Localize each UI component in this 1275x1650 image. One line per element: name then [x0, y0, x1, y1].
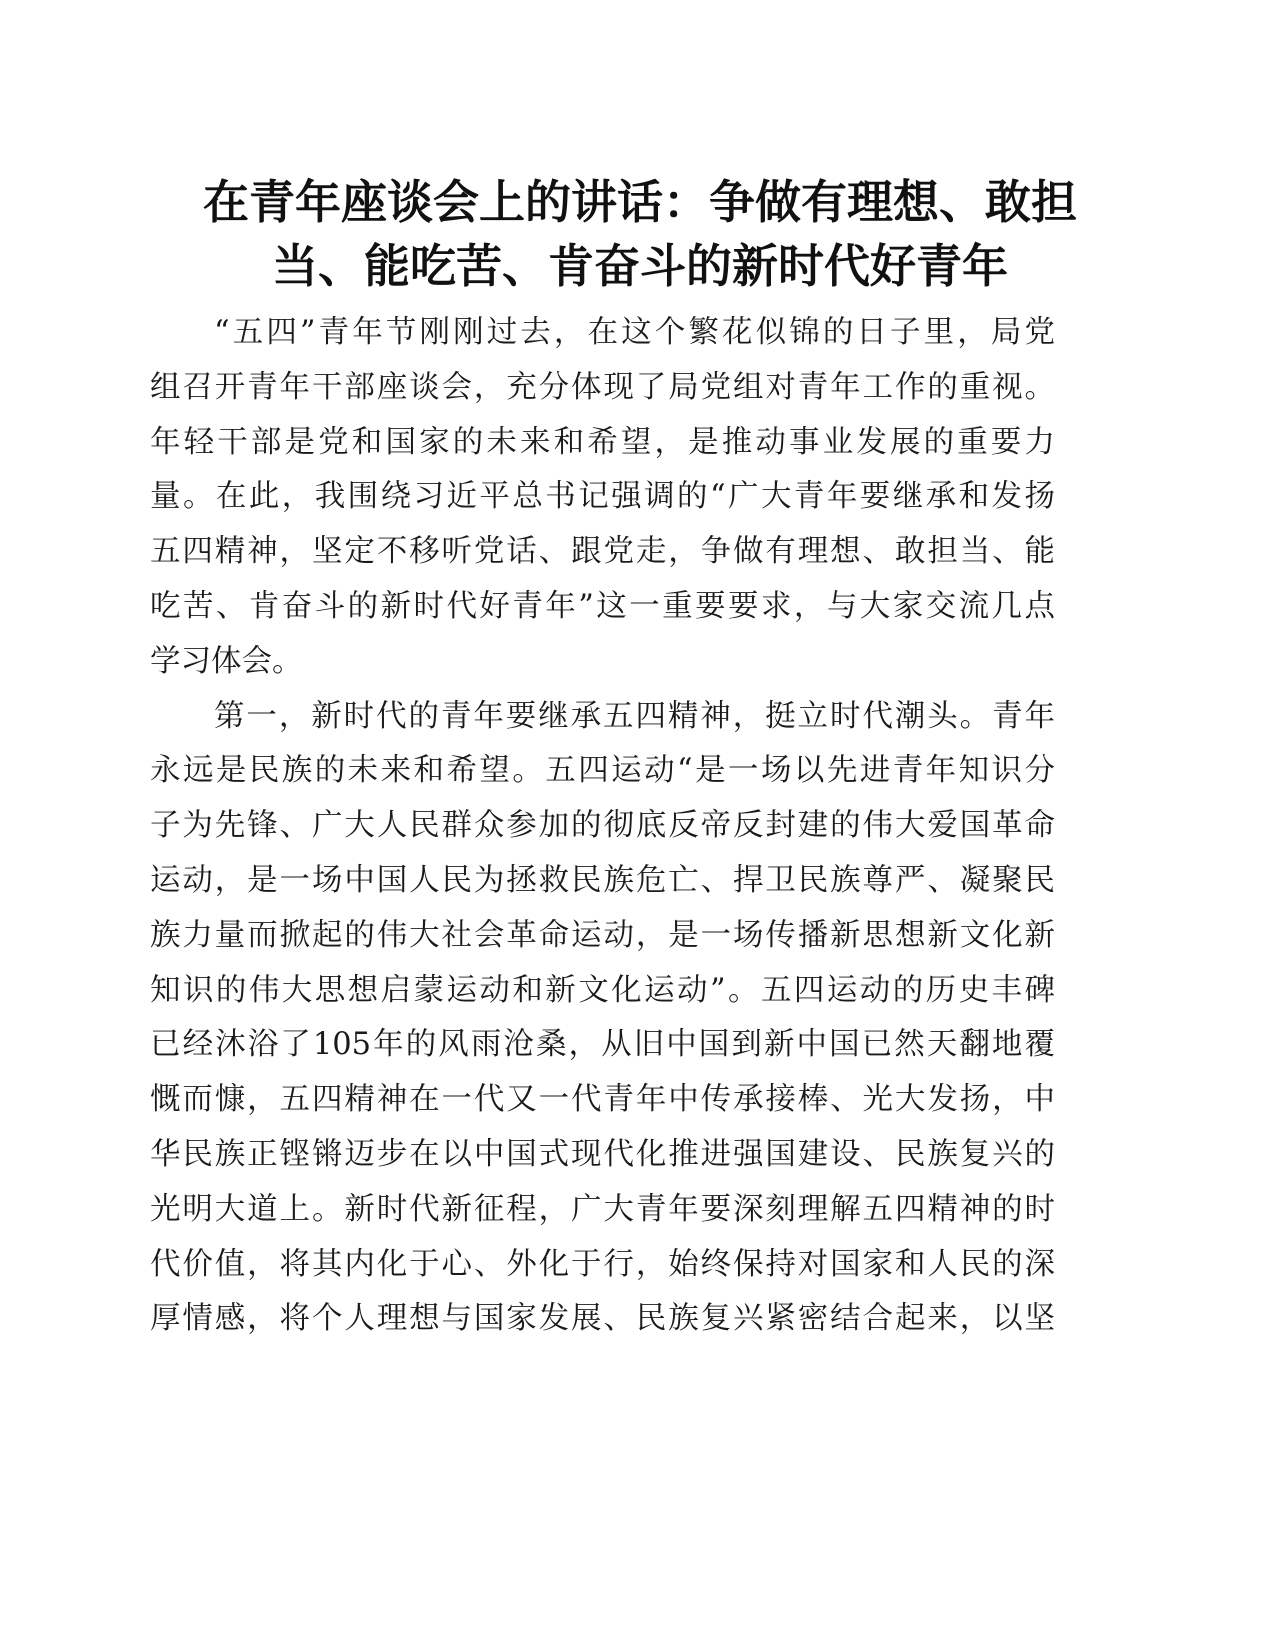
document-body — [150, 306, 1055, 1347]
paragraph-line: 华民族正铿锵迈步在以中国式现代化推进强国建设、民族复兴的 — [150, 1136, 1055, 1172]
paragraph-line: 子为先锋、广大人民群众参加的彻底反帝反封建的伟大爱国革命 — [150, 808, 1055, 844]
paragraph-line: 族力量而掀起的伟大社会革命运动，是一场传播新思想新文化新 — [150, 917, 1055, 953]
paragraph-line: 知识的伟大思想启蒙运动和新文化运动”。五四运动的历史丰碑 — [150, 972, 1055, 1008]
title-line-1: 在青年座谈会上的讲话：争做有理想、敢担 — [203, 175, 1077, 229]
paragraph-line: 第一，新时代的青年要继承五四精神，挺立时代潮头。青年 — [214, 698, 1055, 734]
paragraph-1 — [150, 306, 1055, 690]
paragraph-line: 已经沐浴了105年的风雨沧桑，从旧中国到新中国已然天翻地覆 — [150, 1027, 1055, 1063]
paragraph-line: 慨而慷，五四精神在一代又一代青年中传承接棒、光大发扬，中 — [150, 1082, 1055, 1118]
paragraph-line: 量。在此，我围绕习近平总书记强调的“广大青年要继承和发扬 — [150, 479, 1055, 515]
paragraph-line: 光明大道上。新时代新征程，广大青年要深刻理解五四精神的时 — [150, 1191, 1055, 1227]
page-title — [150, 170, 1130, 298]
paragraph-line: 吃苦、肯奋斗的新时代好青年”这一重要要求，与大家交流几点 — [150, 588, 1055, 624]
paragraph-line: 代价值，将其内化于心、外化于行，始终保持对国家和人民的深 — [150, 1246, 1055, 1282]
title-line-2: 当、能吃苦、肯奋斗的新时代好青年 — [272, 239, 1008, 293]
paragraph-line: 组召开青年干部座谈会，充分体现了局党组对青年工作的重视。 — [150, 369, 1055, 405]
paragraph-line: 年轻干部是党和国家的未来和希望，是推动事业发展的重要力 — [150, 424, 1055, 460]
paragraph-line: “五四”青年节刚刚过去，在这个繁花似锦的日子里，局党 — [214, 315, 1055, 350]
paragraph-line: 永远是民族的未来和希望。五四运动“是一场以先进青年知识分 — [150, 753, 1055, 789]
paragraph-line: 运动，是一场中国人民为拯救民族危亡、捍卫民族尊严、凝聚民 — [150, 862, 1055, 898]
paragraph-line: 五四精神，坚定不移听党话、跟党走，争做有理想、敢担当、能 — [150, 534, 1055, 570]
paragraph-line: 学习体会。 — [150, 643, 303, 679]
paragraph-2 — [150, 690, 1055, 1348]
paragraph-line: 厚情感，将个人理想与国家发展、民族复兴紧密结合起来，以坚 — [150, 1301, 1055, 1337]
